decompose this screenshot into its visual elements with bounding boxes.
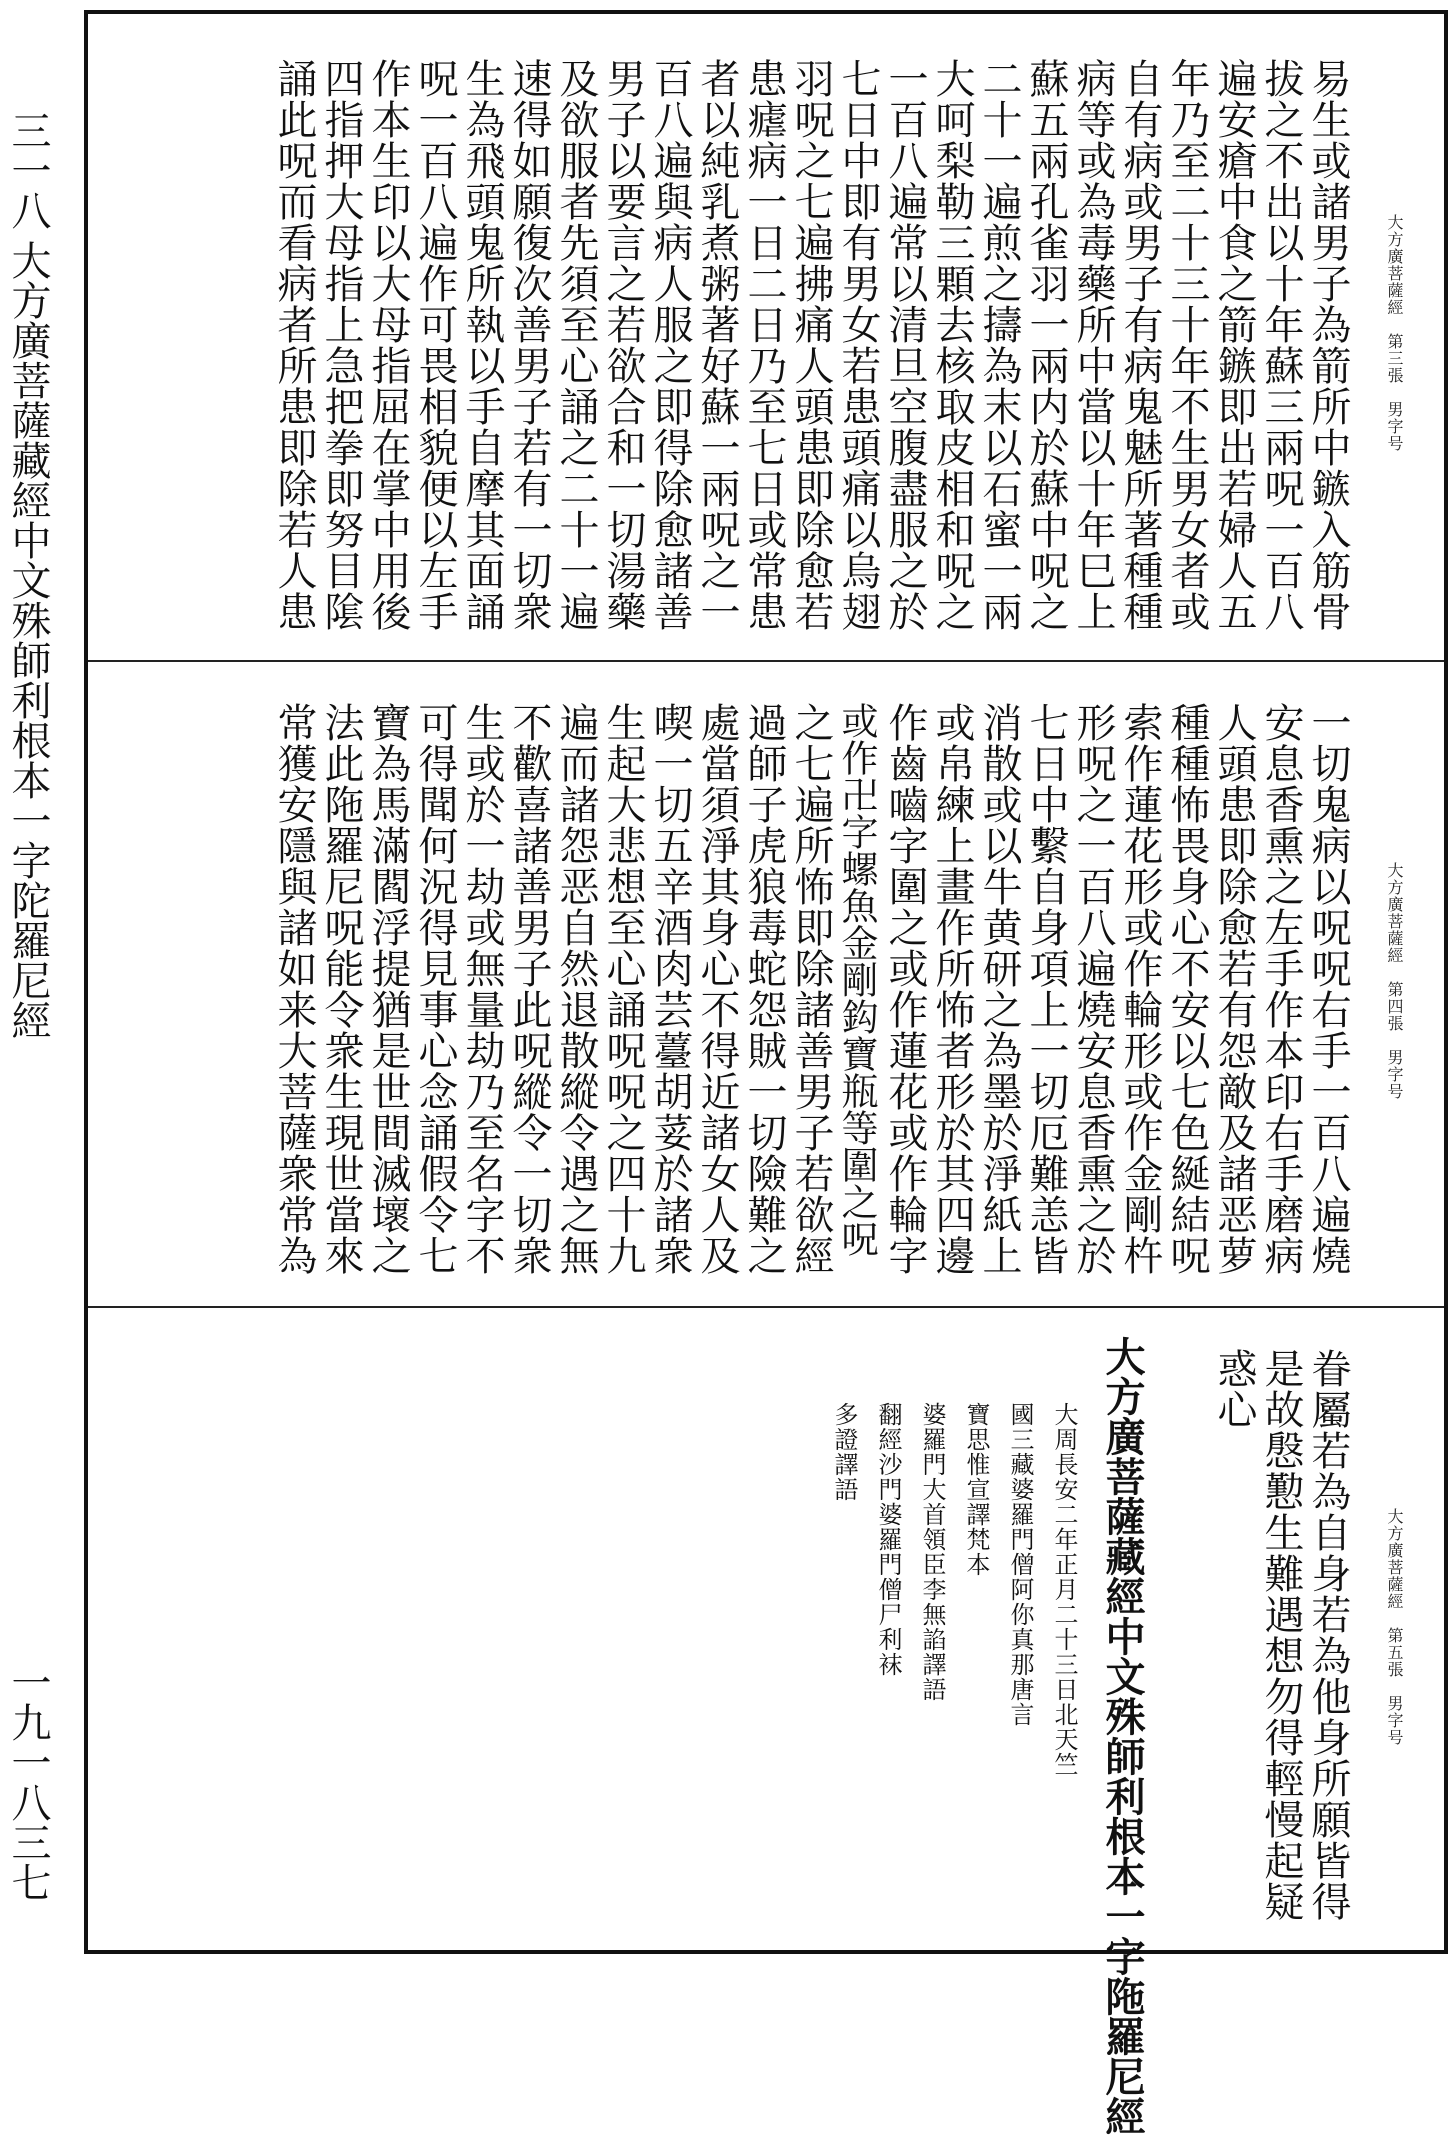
panel-2-note: 大方廣菩薩經 第四張 男字号 (1385, 862, 1404, 1100)
text-column: 自有病或男子有病鬼魅所著種種 (1117, 58, 1163, 632)
text-column: 人頭患即除愈若有怨敵及諸恶萝 (1211, 702, 1257, 1276)
text-column: 生或於一劫或無量劫乃至名字不 (459, 702, 505, 1276)
text-column: 拔之不出以十年蘇三兩呪一百八 (1258, 58, 1304, 632)
text-column: 一百八遍常以清旦空腹盡服之於 (882, 58, 928, 632)
text-column: 法此陁羅尼呪能令衆生現世當來 (318, 702, 364, 1276)
text-column: 蘇五兩孔雀羽一兩内於蘇中呪之 (1023, 58, 1069, 632)
panel-3-note: 大方廣菩薩經 第五張 男字号 (1385, 1508, 1404, 1746)
text-column: 及欲服者先須至心誦之二十一遍 (553, 58, 599, 632)
text-column: 誦此呪而看病者所患即除若人患 (271, 58, 317, 632)
colophon-line: 寶思惟宣譯梵本 (962, 1402, 990, 1577)
text-column: 二十一遍煎之擣為末以石蜜一兩 (976, 58, 1022, 632)
text-column: 易生或諸男子為箭所中鏃入筋骨 (1305, 58, 1351, 632)
text-column: 大呵梨勒三顆去核取皮相和呪之 (929, 58, 975, 632)
margin-volume: 三一八 (5, 110, 51, 230)
text-column: 者以純乳煮粥著好蘇一兩呪之一 (694, 58, 740, 632)
text-column: 惑心 (1211, 1348, 1257, 1430)
text-column: 病等或為毒藥所中當以十年巳上 (1070, 58, 1116, 632)
colophon-line: 多證譯語 (830, 1402, 858, 1502)
text-column: 寶為馬滿閻浮提猶是世間滅壞之 (365, 702, 411, 1276)
text-column: 年乃至二十三十年不生男女者或 (1164, 58, 1210, 632)
text-column: 眷屬若為自身若為他身所願皆得 (1305, 1348, 1351, 1922)
text-column: 或作卍字螺魚金剛鈎寶瓶等圍之呪 (835, 702, 878, 1257)
margin-page-number: 一九一八三七 (5, 1662, 51, 1902)
text-column: 遍而諸怨恶自然退散縱令遇之無 (553, 702, 599, 1276)
text-column: 呪一百八遍作可畏相貌便以左手 (412, 58, 458, 632)
sutra-end-title: 大方廣菩薩藏經中文殊師利根本一字陁羅尼經 (1099, 1336, 1146, 2136)
colophon-line: 翻經沙門婆羅門僧尸利袜 (874, 1402, 902, 1677)
colophon-line: 大周長安二年正月二十三日北天竺 (1050, 1402, 1078, 1777)
text-column: 遍安瘡中食之箭鏃即出若婦人五 (1211, 58, 1257, 632)
text-column: 生為飛頭鬼所執以手自摩其面誦 (459, 58, 505, 632)
colophon-line: 國三藏婆羅門僧阿你真那唐言 (1006, 1402, 1034, 1727)
text-column: 或帛練上畫作所怖者形於其四邊 (929, 702, 975, 1276)
text-column: 作齒嚙字圍之或作蓮花或作輪字 (882, 702, 928, 1276)
text-column: 一切鬼病以呪呪右手一百八遍燒 (1305, 702, 1351, 1276)
page-frame (84, 10, 1448, 2136)
text-column: 患瘧病一日二日乃至七日或常患 (741, 58, 787, 632)
text-column: 四指押大母指上急把拳即努目隂 (318, 58, 364, 632)
text-column: 是故慇懃生難遇想勿得輕慢起疑 (1258, 1348, 1304, 1922)
text-column: 速得如願復次善男子若有一切衆 (506, 58, 552, 632)
panel-3 (88, 1308, 1444, 2136)
margin-sutra-title: 大方廣菩薩藏經中文殊師利根本一字陀羅尼經 (5, 240, 51, 1040)
text-column: 男子以要言之若欲合和一切湯藥 (600, 58, 646, 632)
text-column: 七日中繫自身項上一切厄難恙皆 (1023, 702, 1069, 1276)
text-column: 喫一切五辛酒肉芸薹胡荽於諸衆 (647, 702, 693, 1276)
text-column: 生起大悲想至心誦呪呪之四十九 (600, 702, 646, 1276)
text-column: 索作蓮花形或作輪形或作金剛杵 (1117, 702, 1163, 1276)
text-column: 可得聞何況得見事心念誦假令七 (412, 702, 458, 1276)
text-column: 羽呪之七遍拂痛人頭患即除愈若 (788, 58, 834, 632)
text-column: 常獲安隱與諸如来大菩薩衆常為 (271, 702, 317, 1276)
text-column: 不歡喜諸善男子此呪縱令一切衆 (506, 702, 552, 1276)
text-column: 安息香熏之左手作本印右手磨病 (1258, 702, 1304, 1276)
text-column: 消散或以牛黄研之為墨於淨紙上 (976, 702, 1022, 1276)
text-column: 種種怖畏身心不安以七色綖結呪 (1164, 702, 1210, 1276)
text-column: 七日中即有男女若患頭痛以烏翅 (835, 58, 881, 632)
text-column: 作本生印以大母指屈在掌中用後 (365, 58, 411, 632)
text-column: 形呪之一百八遍燒安息香熏之於 (1070, 702, 1116, 1276)
text-column: 處當須淨其身心不得近諸女人及 (694, 702, 740, 1276)
colophon-line: 婆羅門大首領臣李無諂譯語 (918, 1402, 946, 1702)
text-column: 之七遍所怖即除諸善男子若欲經 (788, 702, 834, 1276)
panel-1-note: 大方廣菩薩經 第三張 男字号 (1385, 214, 1404, 452)
text-column: 過師子虎狼毒蛇怨賊一切險難之 (741, 702, 787, 1276)
text-column: 百八遍與病人服之即得除愈諸善 (647, 58, 693, 632)
panel-2 (88, 662, 1444, 1308)
panel-1 (88, 14, 1444, 662)
